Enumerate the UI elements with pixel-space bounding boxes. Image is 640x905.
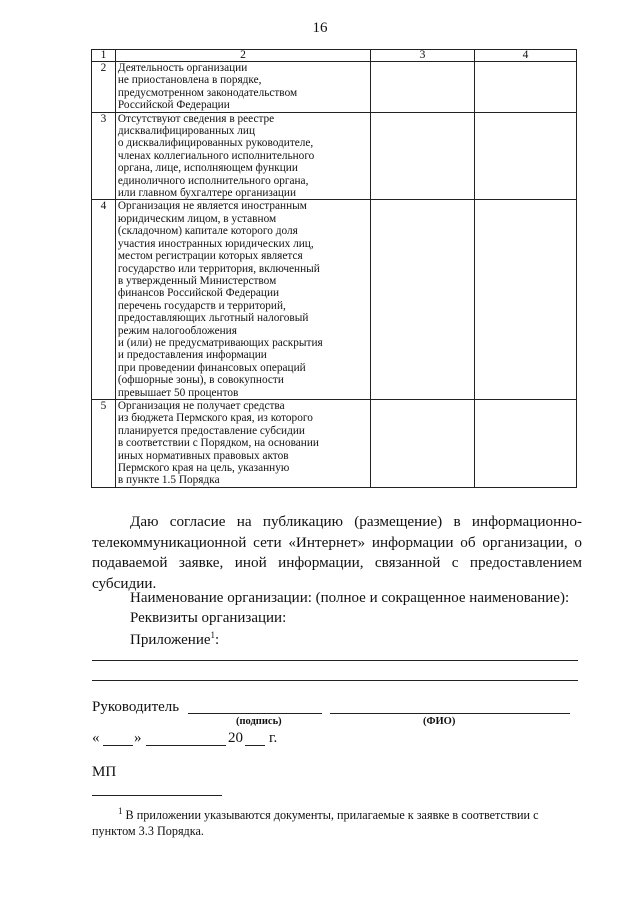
attachment-footnote-ref: 1 xyxy=(210,630,216,640)
stamp-label: МП xyxy=(92,764,117,780)
criterion-line: Деятельность организации xyxy=(117,62,248,74)
criterion-line: органа, лице, исполняющем функции xyxy=(117,162,298,175)
attachment-label-wrap xyxy=(130,630,219,649)
criterion-line: о дисквалифицированных руководителе, xyxy=(117,137,314,150)
header-col-1: 1 xyxy=(92,50,116,62)
criterion-line: в пункте 1.5 Порядка xyxy=(117,474,220,487)
date-month-line xyxy=(146,745,226,746)
row-col-4-cell[interactable] xyxy=(474,200,576,400)
criterion-line: в соответствии с Порядком, на основании xyxy=(117,437,319,450)
criterion-line: членах коллегиального исполнительного xyxy=(117,149,315,162)
page-number: 16 xyxy=(312,20,328,36)
date-open-quote: « xyxy=(92,730,100,746)
row-criterion xyxy=(115,200,370,400)
footnote-marker: 1 xyxy=(118,806,123,816)
criterion-line: финансов Российской Федерации xyxy=(117,287,280,300)
criterion-line: из бюджета Пермского края, из которого xyxy=(117,412,313,425)
fio-caption: (ФИО) xyxy=(423,716,456,727)
attachment-label: Приложение xyxy=(130,632,211,648)
criterion-line: или главном бухгалтере организации xyxy=(117,187,297,200)
row-number: 3 xyxy=(92,112,116,200)
date-year-prefix: 20 xyxy=(228,730,243,746)
row-col-3-cell[interactable] xyxy=(371,399,475,487)
header-col-4: 4 xyxy=(474,50,576,62)
table-header-row xyxy=(92,50,577,62)
criterion-line: Организация не получает средства xyxy=(117,399,285,412)
row-number: 2 xyxy=(92,62,116,113)
table-body xyxy=(92,62,577,488)
criterion-line: дисквалифицированных лиц xyxy=(117,125,256,138)
criterion-line: режим налогообложения xyxy=(117,324,237,337)
attachment-line-2 xyxy=(92,680,578,681)
criterion-line: превышает 50 процентов xyxy=(117,386,239,399)
criterion-line: в утвержденный Министерством xyxy=(117,274,277,287)
criterion-line: участия иностранных юридических лиц, xyxy=(117,237,314,250)
criterion-line: при проведении финансовых операций xyxy=(117,361,306,374)
row-col-3-cell[interactable] xyxy=(371,62,475,113)
criterion-line: иных нормативных правовых актов xyxy=(117,449,289,462)
criterion-line: Пермского края на цель, указанную xyxy=(117,462,290,474)
row-col-4-cell[interactable] xyxy=(474,62,576,113)
header-col-3: 3 xyxy=(371,50,475,62)
criterion-line: перечень государств и территорий, xyxy=(117,299,286,312)
criterion-line: юридическим лицом, в уставном xyxy=(117,212,277,225)
table-row xyxy=(92,62,577,113)
criterion-line: государство или территория, включенный xyxy=(117,262,320,275)
table-row xyxy=(92,399,577,487)
criterion-line: единоличного исполнительного органа, xyxy=(117,174,309,187)
criterion-line: и предоставления информации xyxy=(117,349,267,362)
criterion-line: и (или) не предусматривающих раскрытия xyxy=(117,336,323,349)
footnote xyxy=(92,803,582,839)
consent-text: Даю согласие на публикацию (размещение) в информационно-телекоммуникационной сети «Интернет» информации об организации, о подаваемой заявке, иной информации, связанной с предоставлением субсидии. xyxy=(92,513,582,592)
date-day-line xyxy=(103,745,133,746)
date-year-suffix: г. xyxy=(269,730,278,746)
header-col-2: 2 xyxy=(115,50,370,62)
requisites-label: Реквизиты организации: xyxy=(130,610,287,626)
row-number: 4 xyxy=(92,200,116,400)
row-number: 5 xyxy=(92,399,116,487)
criterion-line: (складочном) капитале которого доля xyxy=(117,225,298,238)
table-row xyxy=(92,200,577,400)
date-close-quote: » xyxy=(134,730,142,746)
fio-line xyxy=(330,713,570,714)
criterion-line: планируется предоставление субсидии xyxy=(117,424,305,437)
head-label: Руководитель xyxy=(92,699,180,715)
org-name-label: Наименование организации: (полное и сокращенное наименование): xyxy=(130,590,570,606)
conditions-table xyxy=(91,49,577,488)
row-col-3-cell[interactable] xyxy=(371,200,475,400)
criterion-line: предусмотренном законодательством xyxy=(117,86,298,99)
consent-paragraph xyxy=(92,512,582,594)
row-criterion xyxy=(115,112,370,200)
footnote-text: В приложении указываются документы, прилагаемые к заявке в соответствии с пунктом 3.3 Порядка. xyxy=(92,808,539,839)
criterion-line: Российской Федерации xyxy=(117,99,230,112)
row-col-4-cell[interactable] xyxy=(474,112,576,200)
criterion-line: (офшорные зоны), в совокупности xyxy=(117,374,284,387)
row-criterion xyxy=(115,62,370,113)
signature-line xyxy=(188,713,322,714)
signature-caption: (подпись) xyxy=(236,716,282,727)
row-col-3-cell[interactable] xyxy=(371,112,475,200)
criterion-line: Отсутствуют сведения в реестре xyxy=(117,112,275,125)
attachment-line-1 xyxy=(92,660,578,661)
criterion-line: местом регистрации которых является xyxy=(117,250,303,263)
criterion-line: не приостановлена в порядке, xyxy=(117,74,262,87)
date-year-line xyxy=(245,745,265,746)
footnote-separator xyxy=(92,795,222,796)
attachment-colon: : xyxy=(215,632,220,648)
row-col-4-cell[interactable] xyxy=(474,399,576,487)
row-criterion xyxy=(115,399,370,487)
table-row xyxy=(92,112,577,200)
criterion-line: Организация не является иностранным xyxy=(117,200,307,213)
criterion-line: предоставляющих льготный налоговый xyxy=(117,312,309,325)
